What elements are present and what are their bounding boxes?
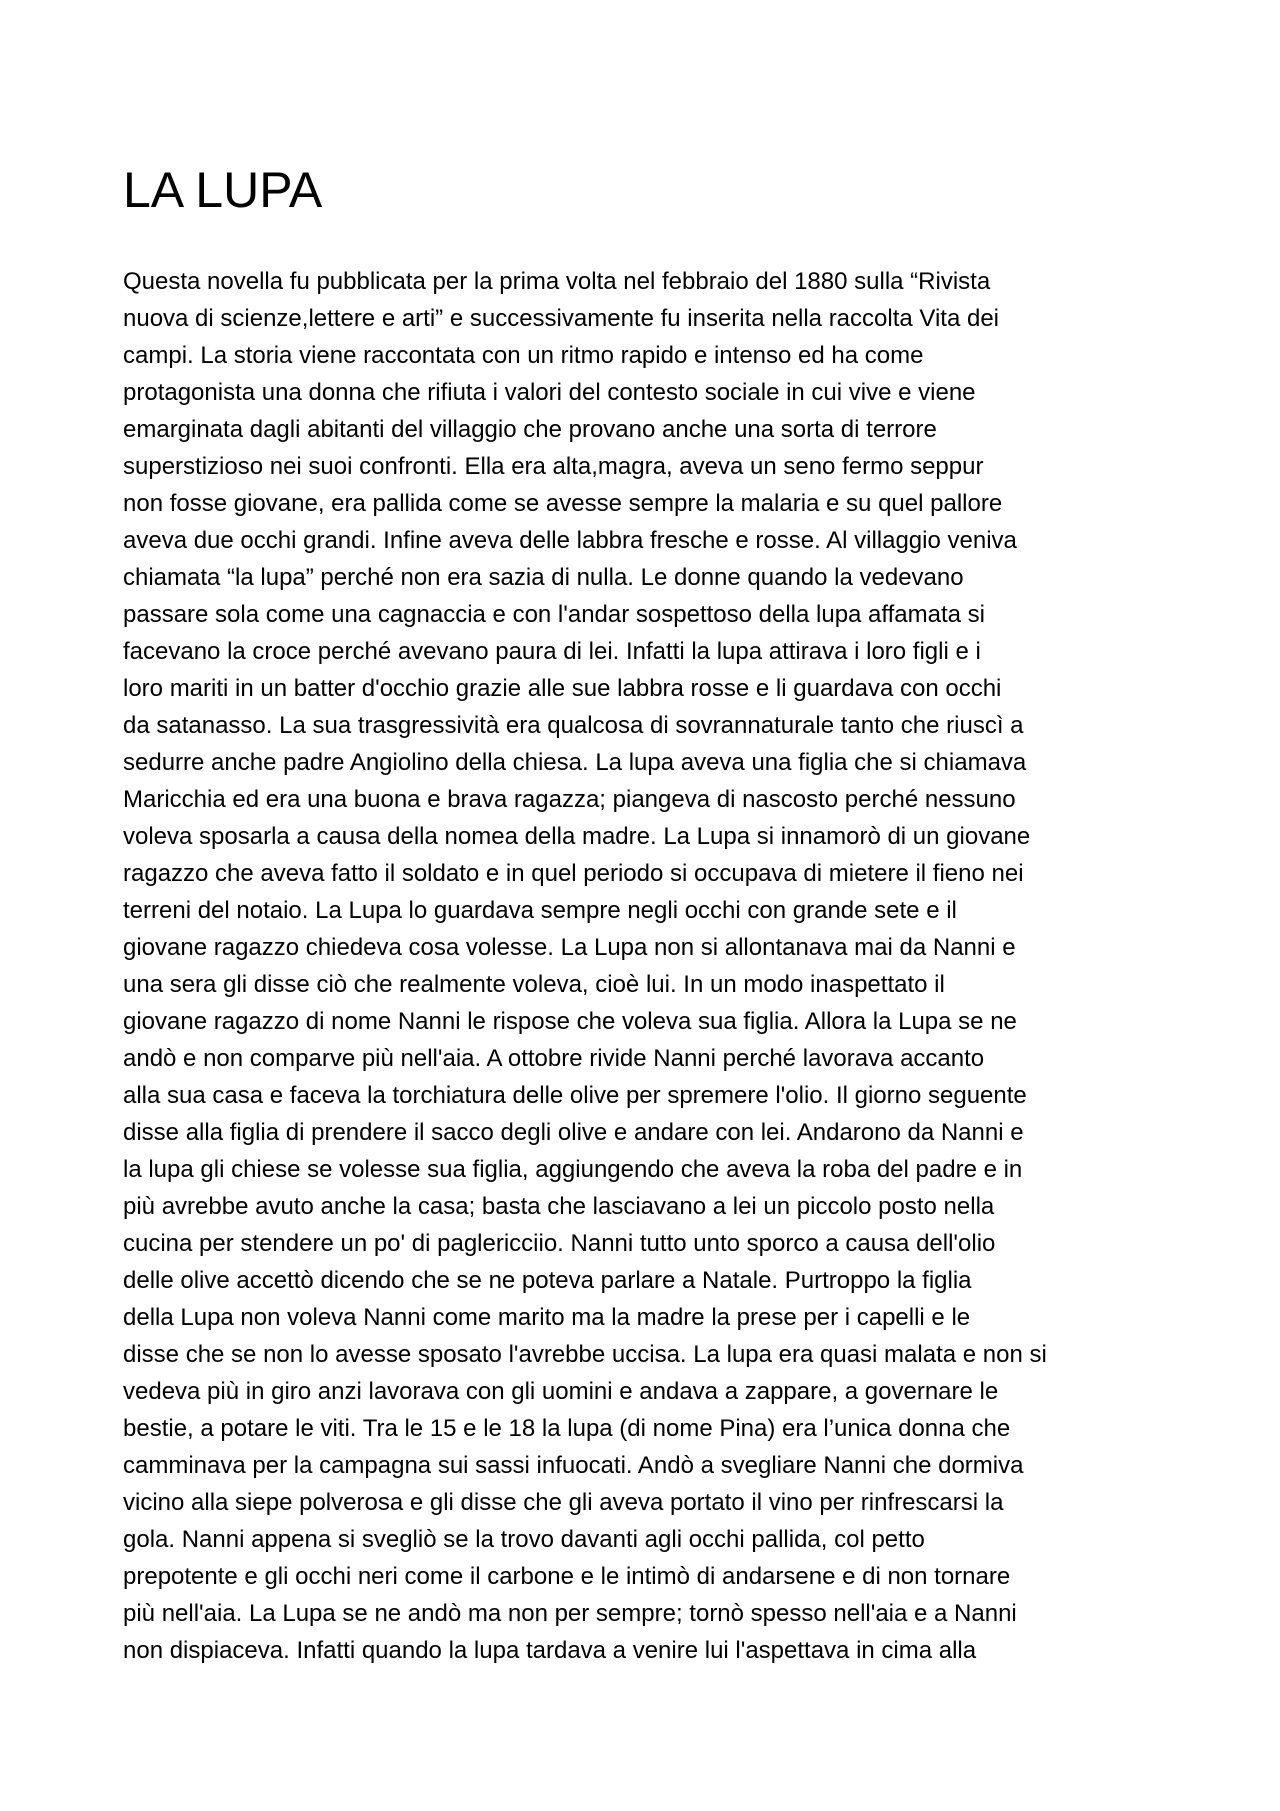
body-text-line: passare sola come una cagnaccia e con l'andar sospettoso della lupa affamata si xyxy=(123,601,986,628)
body-text-line: emarginata dagli abitanti del villaggio che provano anche una sorta di terrore xyxy=(123,416,937,443)
document-body xyxy=(123,263,1223,1669)
body-text-line: voleva sposarla a causa della nomea della madre. La Lupa si innamorò di un giovane xyxy=(123,823,1031,850)
document-title: LA LUPA xyxy=(123,162,323,218)
body-text-line: protagonista una donna che rifiuta i valori del contesto sociale in cui vive e viene xyxy=(123,379,976,406)
body-text-line: campi. La storia viene raccontata con un ritmo rapido e intenso ed ha come xyxy=(123,342,924,369)
body-text-line: della Lupa non voleva Nanni come marito ma la madre la prese per i capelli e le xyxy=(123,1304,971,1331)
body-text-line: ragazzo che aveva fatto il soldato e in quel periodo si occupava di mietere il fieno nei xyxy=(123,860,1024,887)
body-text-line: giovane ragazzo chiedeva cosa volesse. La Lupa non si allontanava mai da Nanni e xyxy=(123,934,1016,961)
body-text-line: vedeva più in giro anzi lavorava con gli uomini e andava a zappare, a governare le xyxy=(123,1378,999,1405)
body-text-line: alla sua casa e faceva la torchiatura delle olive per spremere l'olio. Il giorno seguente xyxy=(123,1082,1027,1109)
body-text-line: una sera gli disse ciò che realmente voleva, cioè lui. In un modo inaspettato il xyxy=(123,971,945,998)
body-text-line: gola. Nanni appena si svegliò se la trovo davanti agli occhi pallida, col petto xyxy=(123,1526,925,1553)
body-text-line: disse alla figlia di prendere il sacco degli olive e andare con lei. Andarono da Nanni e xyxy=(123,1119,1024,1146)
body-text-line: Maricchia ed era una buona e brava ragazza; piangeva di nascosto perché nessuno xyxy=(123,786,1016,813)
body-text-line: bestie, a potare le viti. Tra le 15 e le 18 la lupa (di nome Pina) era l’unica donna che xyxy=(123,1415,1011,1442)
body-text-line: giovane ragazzo di nome Nanni le rispose che voleva sua figlia. Allora la Lupa se ne xyxy=(123,1008,1017,1035)
body-text-line: andò e non comparve più nell'aia. A ottobre rivide Nanni perché lavorava accanto xyxy=(123,1045,985,1072)
body-text-line: delle olive accettò dicendo che se ne poteva parlare a Natale. Purtroppo la figlia xyxy=(123,1267,972,1294)
body-text-line: sedurre anche padre Angiolino della chiesa. La lupa aveva una figlia che si chiamava xyxy=(123,749,1027,776)
body-text-line: superstizioso nei suoi confronti. Ella era alta,magra, aveva un seno fermo seppur xyxy=(123,453,984,480)
body-text-line: loro mariti in un batter d'occhio grazie alle sue labbra rosse e li guardava con occhi xyxy=(123,675,1002,702)
body-text-line: vicino alla siepe polverosa e gli disse che gli aveva portato il vino per rinfrescarsi la xyxy=(123,1489,1004,1516)
body-text-line: Questa novella fu pubblicata per la prima volta nel febbraio del 1880 sulla “Rivista xyxy=(123,268,991,295)
body-text-line: chiamata “la lupa” perché non era sazia di nulla. Le donne quando la vedevano xyxy=(123,564,964,591)
body-text-line: nuova di scienze,lettere e arti” e successivamente fu inserita nella raccolta Vita dei xyxy=(123,305,1000,332)
body-text-line: non fosse giovane, era pallida come se avesse sempre la malaria e su quel pallore xyxy=(123,490,1003,517)
body-text-line: la lupa gli chiese se volesse sua figlia, aggiungendo che aveva la roba del padre e in xyxy=(123,1156,1023,1183)
body-text-line: aveva due occhi grandi. Infine aveva delle labbra fresche e rosse. Al villaggio veniva xyxy=(123,527,1017,554)
body-text-line: più avrebbe avuto anche la casa; basta che lasciavano a lei un piccolo posto nella xyxy=(123,1193,995,1220)
body-text-line: disse che se non lo avesse sposato l'avrebbe uccisa. La lupa era quasi malata e non si xyxy=(123,1341,1047,1368)
body-text-line: camminava per la campagna sui sassi infuocati. Andò a svegliare Nanni che dormiva xyxy=(123,1452,1024,1479)
body-text-line: da satanasso. La sua trasgressività era qualcosa di sovrannaturale tanto che riuscì a xyxy=(123,712,1024,739)
body-text-line: non dispiaceva. Infatti quando la lupa tardava a venire lui l'aspettava in cima alla xyxy=(123,1637,977,1664)
body-text-line: terreni del notaio. La Lupa lo guardava sempre negli occhi con grande sete e il xyxy=(123,897,957,924)
body-text-line: più nell'aia. La Lupa se ne andò ma non per sempre; tornò spesso nell'aia e a Nanni xyxy=(123,1600,1017,1627)
body-text-line: prepotente e gli occhi neri come il carbone e le intimò di andarsene e di non tornare xyxy=(123,1563,1011,1590)
body-text-line: facevano la croce perché avevano paura di lei. Infatti la lupa attirava i loro figli e i xyxy=(123,638,981,665)
body-text-line: cucina per stendere un po' di paglericciio. Nanni tutto unto sporco a causa dell'olio xyxy=(123,1230,996,1257)
